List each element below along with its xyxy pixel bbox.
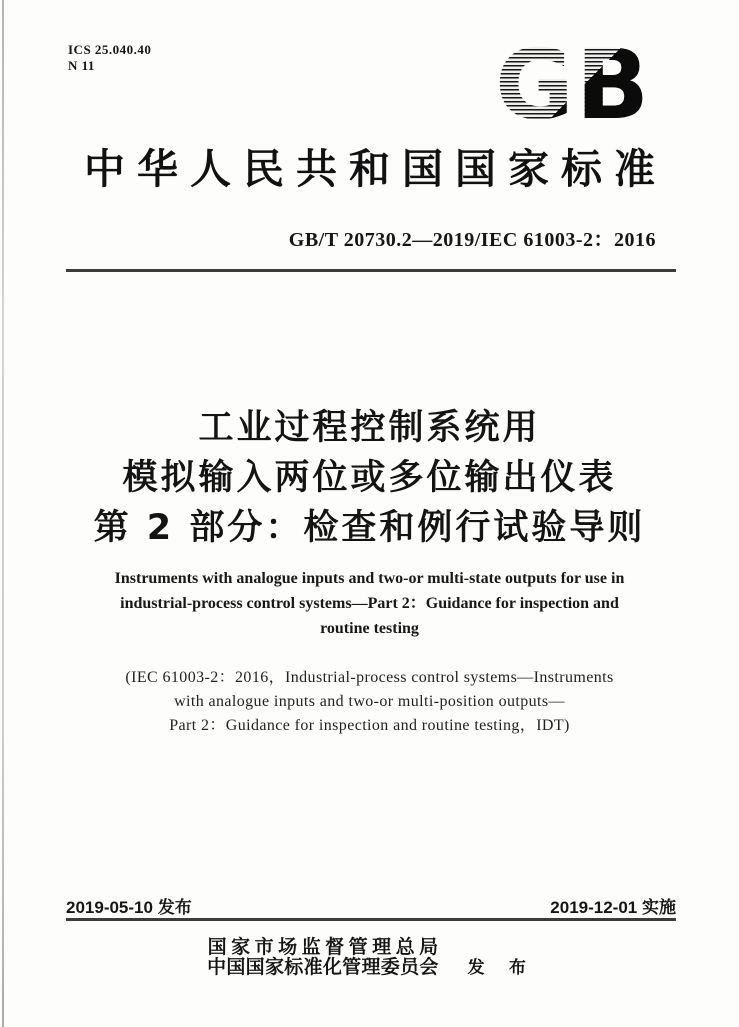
chinese-title — [0, 403, 739, 553]
gb-logo-text: GB — [495, 29, 651, 141]
iec-reference — [0, 666, 739, 738]
publisher-line-2: 中国国家标准化管理委员会 — [207, 957, 439, 978]
class-code: N 11 — [68, 58, 95, 73]
implement-date-block — [550, 893, 676, 918]
dates-row — [66, 893, 676, 918]
release-label: 发 布 — [467, 957, 536, 977]
publisher-line-1: 国家市场监督管理总局 — [207, 937, 443, 958]
ics-classification-block — [68, 42, 151, 74]
chinese-title-line: 模拟输入两位或多位输出仪表 — [122, 458, 617, 498]
iec-reference-line: with analogue inputs and two-or multi-position outputs— — [174, 693, 565, 710]
implement-date: 2019-12-01 — [550, 898, 638, 917]
english-title-line: Instruments with analogue inputs and two-or multi-state outputs for use in — [114, 570, 625, 587]
issue-label: 发布 — [157, 898, 192, 917]
iec-reference-line: (IEC 61003-2：2016，Industrial-process control systems—Instruments — [125, 669, 614, 686]
chinese-title-line: 工业过程控制系统用 — [198, 408, 541, 448]
english-title-line: industrial-process control systems—Part 2：Guidance for inspection and — [120, 595, 619, 612]
issue-date-block — [66, 893, 192, 918]
header-divider-line — [66, 269, 676, 272]
implement-label: 实施 — [642, 898, 676, 917]
english-title-line: routine testing — [320, 620, 419, 637]
publisher-names — [203, 938, 443, 978]
english-title — [0, 566, 739, 641]
publisher-block — [0, 938, 739, 978]
gb-logo — [495, 29, 651, 159]
footer-divider-line — [66, 918, 676, 921]
national-standard-heading: 中华人民共和国国家标准 — [84, 146, 667, 192]
issue-date: 2019-05-10 — [66, 898, 153, 917]
iec-reference-line: Part 2：Guidance for inspection and routine testing，IDT) — [169, 717, 570, 734]
ics-code: ICS 25.040.40 — [68, 42, 152, 57]
standard-number: GB/T 20730.2—2019/IEC 61003-2：2016 — [288, 229, 656, 251]
chinese-title-line: 第 2 部分：检查和例行试验导则 — [93, 508, 646, 548]
